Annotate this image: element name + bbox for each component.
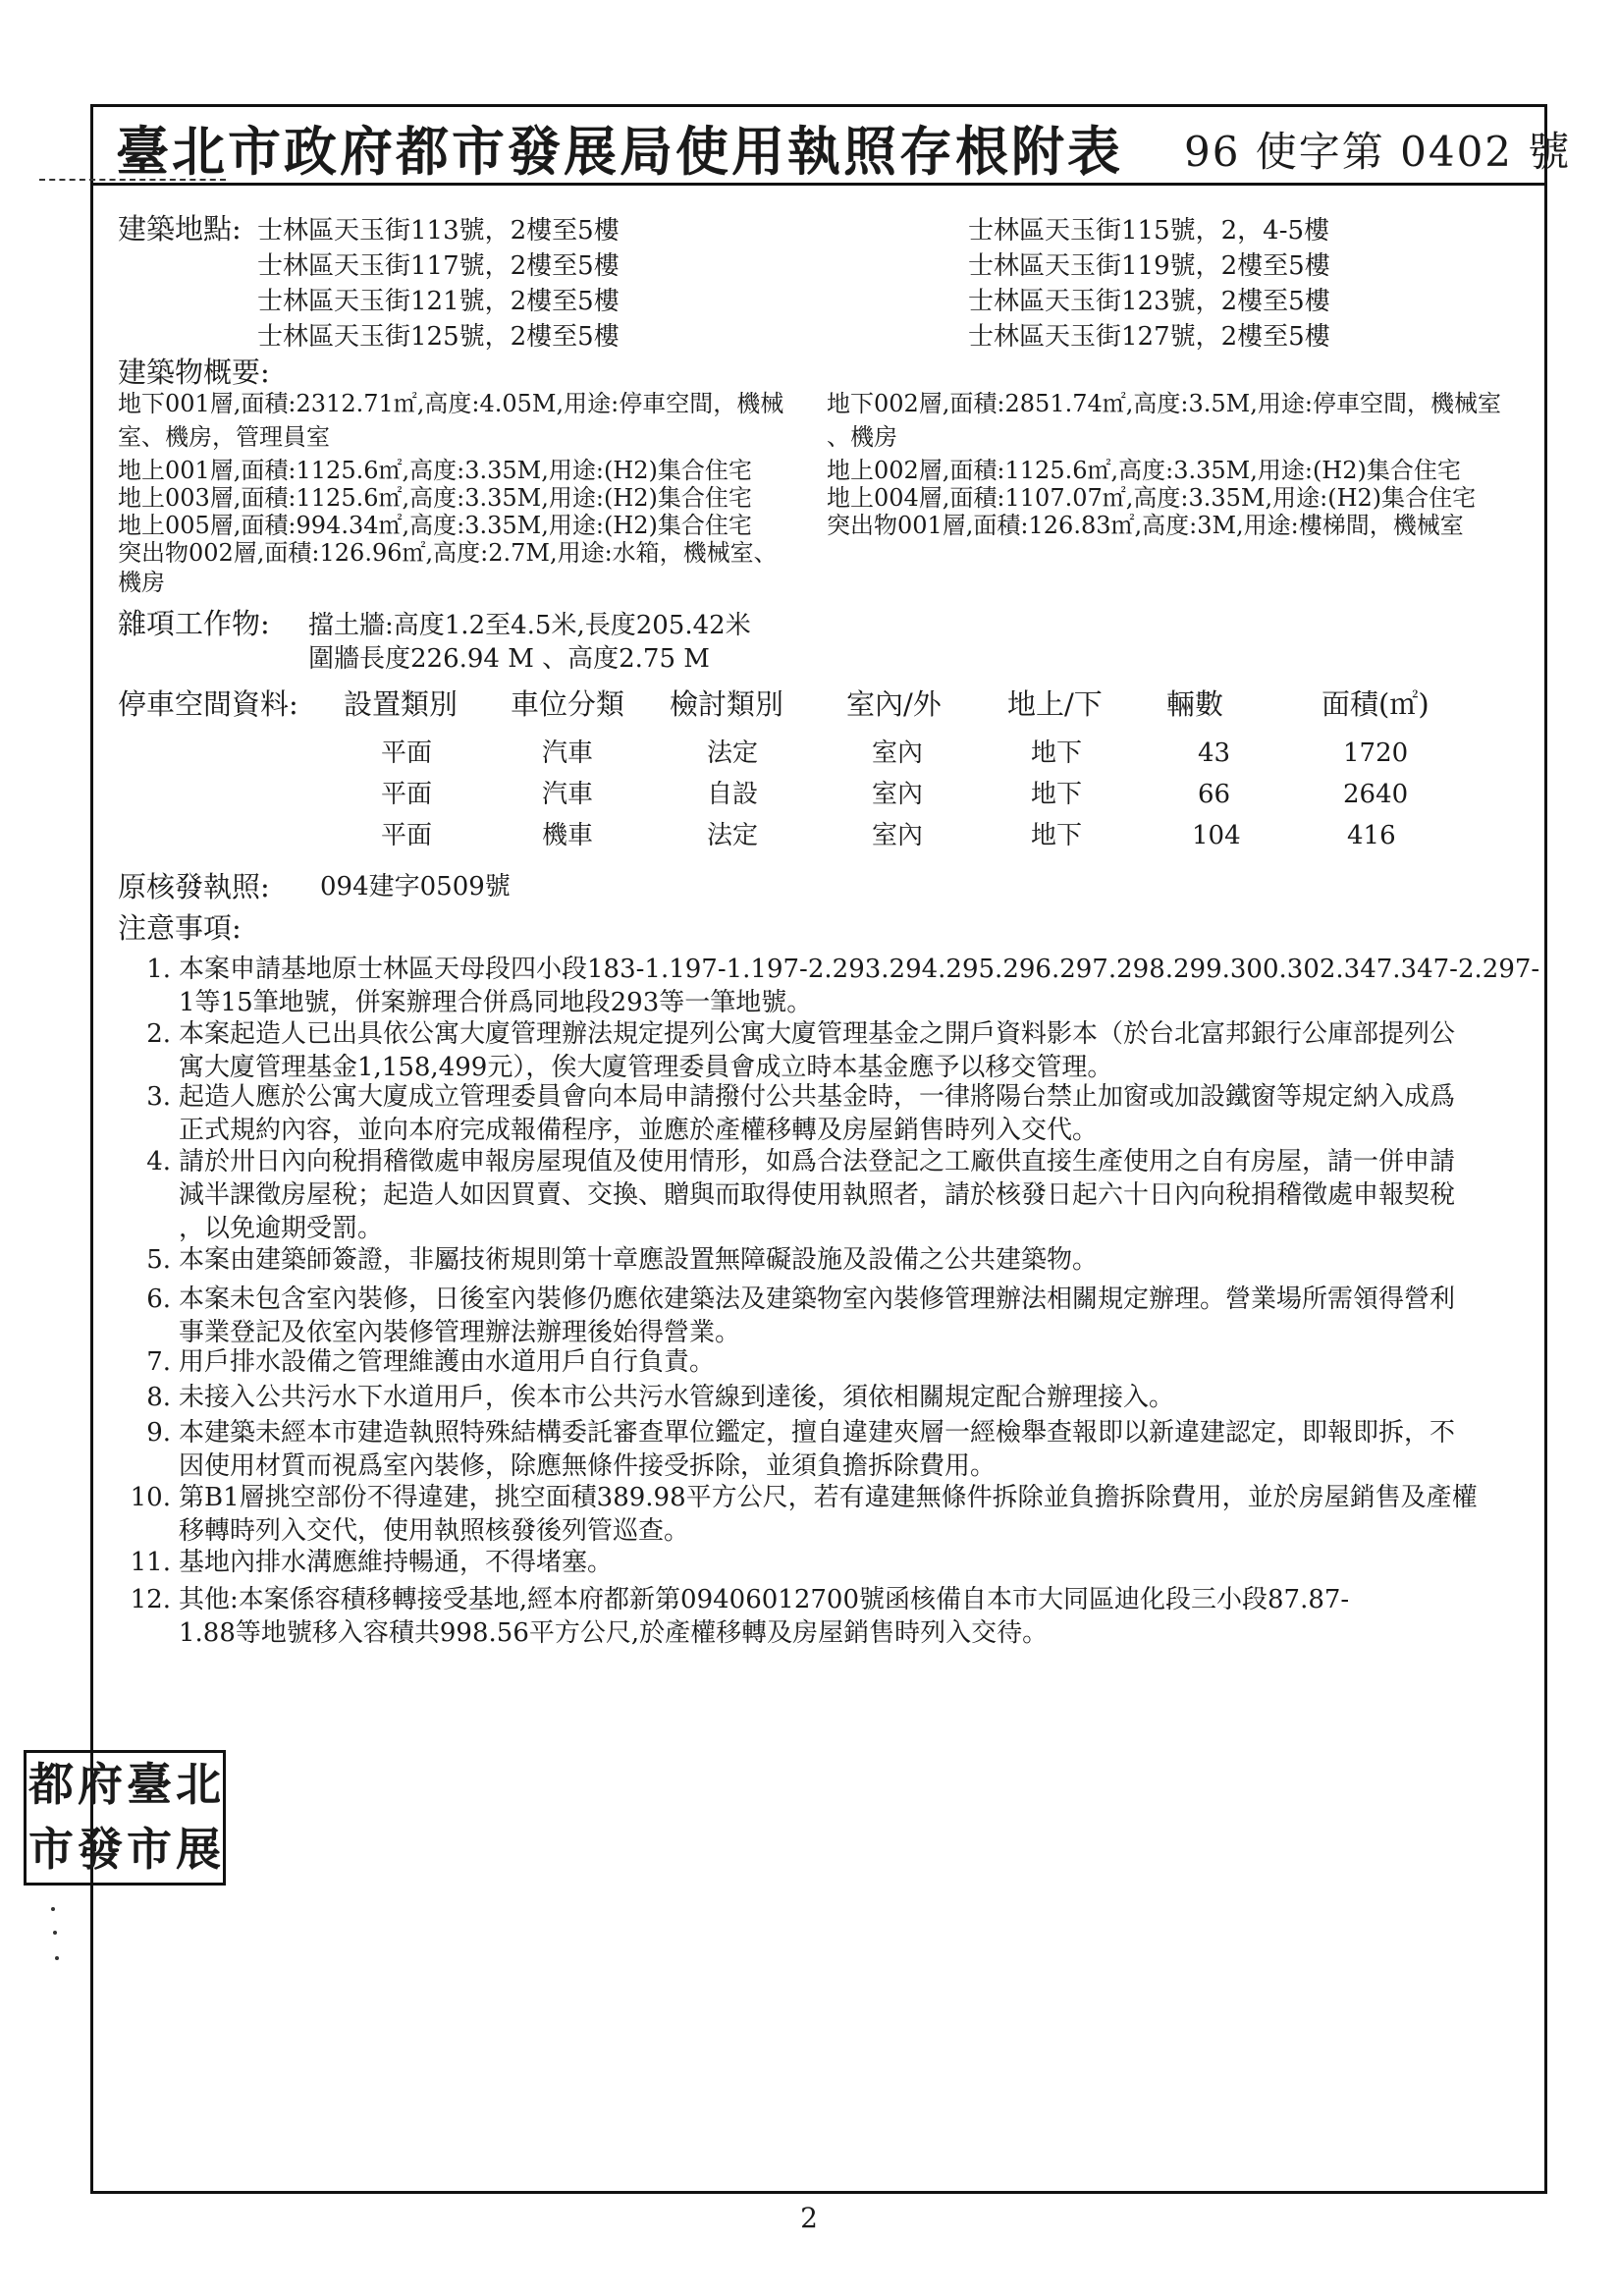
permit-number: 96 使字第 0402 號 <box>1184 128 1572 176</box>
parking-r3-type: 平面 <box>381 821 433 850</box>
parking-r3-count: 104 <box>1192 821 1241 850</box>
overview-label: 建築物概要: <box>118 355 270 389</box>
parking-r1-class: 汽車 <box>542 738 594 768</box>
note-7-line-1: 用戶排水設備之管理維護由水道用戶自行負責。 <box>179 1347 716 1377</box>
overview-left-3: 地上001層,面積:1125.6㎡,高度:3.35M,用途:(H2)集合住宅 <box>118 457 752 484</box>
site-left-2: 士林區天玉街117號，2樓至5樓 <box>257 251 620 281</box>
note-2-line-2: 寓大廈管理基金1,158,499元），俟大廈管理委員會成立時本基金應予以移交管理。 <box>179 1053 1113 1082</box>
parking-header-level: 地上/下 <box>1007 687 1103 721</box>
scan-speck <box>55 1956 59 1960</box>
note-6-line-1: 本案未包含室內裝修，日後室內裝修仍應依建築法及建築物室內裝修管理辦法相關規定辦理。營業場所需領得營利 <box>179 1285 1456 1314</box>
misc-line-1: 擋土牆:高度1.2至4.5米,長度205.42米 <box>308 611 751 640</box>
overview-right-4: 地上004層,面積:1107.07㎡,高度:3.35M,用途:(H2)集合住宅 <box>827 484 1477 512</box>
overview-left-1: 地下001層,面積:2312.71㎡,高度:4.05M,用途:停車空間，機械 <box>118 390 784 417</box>
note-8-line-1: 未接入公共污水下水道用戶，俟本市公共污水管線到達後，須依相關規定配合辦理接入。 <box>179 1383 1175 1412</box>
overview-right-3: 地上002層,面積:1125.6㎡,高度:3.35M,用途:(H2)集合住宅 <box>827 457 1461 484</box>
note-10-line-1: 第B1層挑空部份不得違建，挑空面積389.98平方公尺，若有違建無條件拆除並負擔拆除費用，並於房屋銷售及產權 <box>179 1483 1478 1512</box>
overview-left-5: 地上005層,面積:994.34㎡,高度:3.35M,用途:(H2)集合住宅 <box>118 512 752 539</box>
notes-label: 注意事項: <box>118 911 242 945</box>
parking-r2-level: 地下 <box>1031 780 1083 809</box>
parking-r3-review: 法定 <box>707 821 759 850</box>
site-left-3: 士林區天玉街121號，2樓至5樓 <box>257 287 620 316</box>
overview-right-1: 地下002層,面積:2851.74㎡,高度:3.5M,用途:停車空間，機械室 <box>827 390 1501 417</box>
site-left-4: 士林區天玉街125號，2樓至5樓 <box>257 322 620 352</box>
parking-r2-type: 平面 <box>381 780 433 809</box>
parking-r3-level: 地下 <box>1031 821 1083 850</box>
site-right-1: 士林區天玉街115號，2，4-5樓 <box>968 216 1330 246</box>
site-right-4: 士林區天玉街127號，2樓至5樓 <box>968 322 1330 352</box>
original-permit-value: 094建字0509號 <box>320 872 511 902</box>
parking-r3-inout: 室內 <box>872 821 924 850</box>
misc-label: 雜項工作物: <box>118 607 270 640</box>
document-title: 臺北市政府都市發展局使用執照存根附表 <box>116 120 1123 183</box>
parking-r1-inout: 室內 <box>872 738 924 768</box>
overview-right-5: 突出物001層,面積:126.83㎡,高度:3M,用途:樓梯間，機械室 <box>827 512 1464 539</box>
site-left-1: 士林區天玉街113號，2樓至5樓 <box>257 216 620 246</box>
misc-line-2: 圍牆長度226.94 M 、高度2.75 M <box>308 644 710 674</box>
note-1-line-1: 本案申請基地原士林區天母段四小段183-1.197-1.197-2.293.294.295.296.297.298.299.300.302.347.347-2.297- <box>179 955 1540 984</box>
note-2-line-1: 本案起造人已出具依公寓大廈管理辦法規定提列公寓大廈管理基金之開戶資料影本（於台北富邦銀行公庫部提列公 <box>179 1019 1456 1049</box>
note-4-line-2: 減半課徵房屋稅；起造人如因買賣、交換、贈與而取得使用執照者，請於核發日起六十日內向稅捐稽徵處申報契稅 <box>179 1180 1456 1210</box>
parking-r2-count: 66 <box>1198 780 1231 809</box>
note-3-line-1: 起造人應於公寓大廈成立管理委員會向本局申請撥付公共基金時，一律將陽台禁止加窗或加設鐵窗等規定納入成爲 <box>179 1082 1456 1112</box>
site-right-3: 士林區天玉街123號，2樓至5樓 <box>968 287 1330 316</box>
overview-right-2: 、機房 <box>827 423 897 451</box>
parking-r1-count: 43 <box>1198 738 1231 768</box>
parking-r3-area: 416 <box>1347 821 1396 850</box>
note-6-line-2: 事業登記及依室內裝修管理辦法辦理後始得營業。 <box>179 1318 741 1347</box>
scan-speck <box>53 1931 57 1935</box>
note-11-line-1: 基地內排水溝應維持暢通，不得堵塞。 <box>179 1548 614 1577</box>
parking-header-area: 面積(㎡) <box>1321 687 1429 721</box>
official-seal-stamp: 都 府 臺 北 市 發 市 展 <box>24 1750 226 1886</box>
note-9-line-2: 因使用材質而視爲室內裝修，除應無條件接受拆除，並須負擔拆除費用。 <box>179 1451 997 1481</box>
parking-header-review: 檢討類別 <box>670 687 784 721</box>
parking-r2-review: 自設 <box>707 780 759 809</box>
site-label: 建築地點: <box>118 212 242 246</box>
note-3-line-2: 正式規約內容，並向本府完成報備程序，並應於產權移轉及房屋銷售時列入交代。 <box>179 1116 1099 1145</box>
note-12-line-1: 其他:本案係容積移轉接受基地,經本府都新第09406012700號函核備自本市大同區迪化段三小段87.87- <box>179 1585 1350 1614</box>
parking-r1-type: 平面 <box>381 738 433 768</box>
note-5-line-1: 本案由建築師簽證，非屬技術規則第十章應設置無障礙設施及設備之公共建築物。 <box>179 1245 1099 1275</box>
overview-left-4: 地上003層,面積:1125.6㎡,高度:3.35M,用途:(H2)集合住宅 <box>118 484 752 512</box>
note-4-line-1: 請於卅日內向稅捐稽徵處申報房屋現值及使用情形，如爲合法登記之工廠供直接生產使用之自有房屋，請一併申請 <box>179 1147 1456 1176</box>
parking-r3-class: 機車 <box>542 821 594 850</box>
overview-left-7: 機房 <box>118 569 165 596</box>
original-permit-label: 原核發執照: <box>118 870 270 903</box>
parking-header-inout: 室內/外 <box>846 687 942 721</box>
page-number: 2 <box>800 2202 818 2234</box>
parking-r1-review: 法定 <box>707 738 759 768</box>
overview-left-6: 突出物002層,面積:126.96㎡,高度:2.7M,用途:水箱，機械室、 <box>118 539 778 567</box>
parking-label: 停車空間資料: <box>118 687 298 721</box>
note-1-line-2: 1等15筆地號，併案辦理合併爲同地段293等一筆地號。 <box>179 988 813 1017</box>
parking-r2-class: 汽車 <box>542 780 594 809</box>
note-9-line-1: 本建築未經本市建造執照特殊結構委託審查單位鑑定，擅自違建夾層一經檢舉查報即以新違建認定，即報即拆，不 <box>179 1418 1456 1448</box>
parking-header-count: 輛數 <box>1166 687 1224 721</box>
note-12-line-2: 1.88等地號移入容積共998.56平方公尺,於產權移轉及房屋銷售時列入交待。 <box>179 1618 1049 1648</box>
parking-r1-level: 地下 <box>1031 738 1083 768</box>
parking-header-class: 車位分類 <box>511 687 625 721</box>
site-right-2: 士林區天玉街119號，2樓至5樓 <box>968 251 1330 281</box>
parking-header-type: 設置類別 <box>344 687 458 721</box>
parking-r1-area: 1720 <box>1343 738 1409 768</box>
scan-speck <box>51 1907 55 1911</box>
parking-r2-inout: 室內 <box>872 780 924 809</box>
overview-left-2: 室、機房，管理員室 <box>118 423 330 451</box>
parking-r2-area: 2640 <box>1343 780 1409 809</box>
note-10-line-2: 移轉時列入交代，使用執照核發後列管巡查。 <box>179 1516 690 1546</box>
note-4-line-3: ，以免逾期受罰。 <box>179 1214 384 1243</box>
